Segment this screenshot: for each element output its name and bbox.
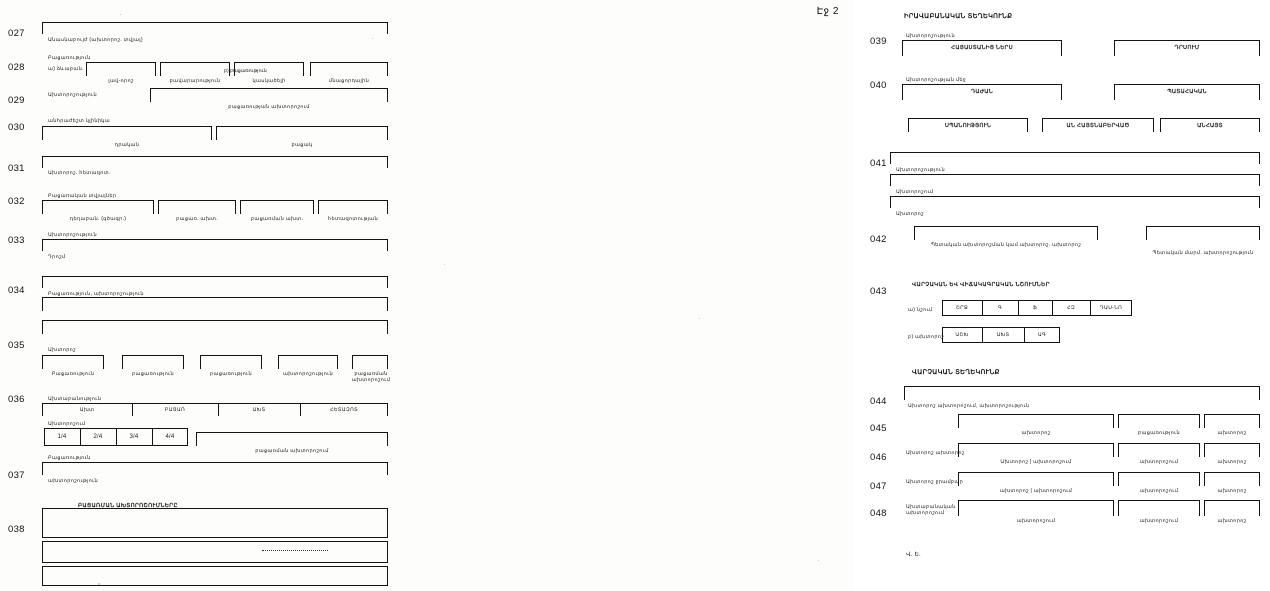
field-box-030-2[interactable]	[216, 126, 388, 140]
row-number-031: 031	[8, 163, 25, 174]
fraction-4-4: 4/4	[165, 434, 175, 440]
field-box-029[interactable]	[150, 88, 388, 102]
cell-label-032-3: բացառման ախտ.	[250, 216, 304, 222]
field-box-032-1[interactable]	[42, 200, 154, 214]
row-number-039: 039	[870, 36, 887, 47]
cell-label-035-1: Բացառություն	[51, 371, 95, 377]
cell-label-030-2: բացակ	[291, 142, 313, 148]
field-box-038-1[interactable]	[42, 508, 388, 538]
cell-label-040-5: ԱՆՀԱՅՏ	[1197, 123, 1223, 129]
cell-label-043-a2: Գ	[997, 305, 1003, 311]
field-box-034-3[interactable]	[42, 320, 388, 334]
cell-label-043-b3: ԱԳ	[1037, 332, 1047, 338]
cell-label-046-2: ախտորոշում	[1139, 459, 1179, 465]
cell-note-028: բ) բացառություն	[224, 69, 267, 74]
field-box-035-3[interactable]	[200, 355, 262, 369]
row-line-041-2: Ախտորոշ	[896, 211, 924, 217]
cell-label-043-b1: ԱՇԽ	[955, 332, 969, 338]
cell-label-039-2: ԴՐՍՈՒՄ	[1174, 45, 1200, 51]
row-label-030: անհրաժեշտ կլինիկա	[48, 118, 111, 124]
cell-label-036-2: ԲԱՑԱՌ	[164, 407, 186, 413]
field-box-032-3[interactable]	[240, 200, 314, 214]
right-column	[430, 0, 1254, 591]
field-box-046-3[interactable]	[1204, 443, 1260, 457]
cell-label-035-4: ախտորոշություն	[282, 371, 334, 377]
cell-label-036-4: ՀԵՏԱԶՈՏ	[329, 407, 358, 413]
cell-label-042-1: Պետական ախտորոշման կամ ախտորոշ. ախտորոշ	[930, 242, 1082, 248]
fraction-3-4: 3/4	[129, 434, 139, 440]
row-number-042: 042	[870, 234, 887, 245]
cell-label-045-2: բացառություն	[1137, 430, 1181, 436]
field-box-048-2[interactable]	[1118, 500, 1200, 516]
row-number-030: 030	[8, 122, 25, 133]
row-label-039: Ախտորոշություն	[906, 33, 955, 39]
cell-label-046-3: ախտորոշ	[1217, 459, 1247, 465]
field-box-035-4[interactable]	[278, 355, 338, 369]
dotted-rule	[262, 550, 328, 551]
field-box-034-2[interactable]	[42, 297, 388, 311]
cell-label-029: բացառության ախտորոշում	[228, 104, 310, 110]
field-box-045-2[interactable]	[1118, 414, 1200, 428]
row-sublabel-033: Դրոշմ	[48, 254, 66, 260]
row-sublabel2-036: Բացառություն	[48, 455, 91, 461]
row-number-041: 041	[870, 158, 887, 169]
field-box-028-1[interactable]	[86, 62, 156, 76]
row-label-033: Ախտորոշություն	[48, 232, 97, 238]
field-box-046-1[interactable]	[958, 443, 1114, 457]
row-number-027: 027	[8, 28, 25, 39]
cell-label-032-2: բացառ. ախտ.	[176, 216, 218, 222]
cell-label-040-4: ԱՆ ՀԱՅՏՆԱԲԵՐՎԱԾ	[1066, 123, 1130, 129]
cell-label-043-a1: ՇՐՋ	[955, 305, 969, 311]
row-label-048: Ախտաբանական ախտորոշում	[906, 504, 956, 516]
field-box-035-1[interactable]	[42, 355, 104, 369]
field-box-041-3[interactable]	[890, 196, 1260, 208]
field-box-027[interactable]	[42, 22, 388, 34]
field-box-037[interactable]	[42, 462, 388, 475]
right-subsection-043-title: ՎԱՐՉԱԿԱՆ ԵՎ ՎԻՃԱԿԱԳՐԱԿԱՆ ՆՇՈՒՄՆԵՐ	[912, 282, 1050, 288]
row-label-031: Ախտորոշ. հետազոտ.	[48, 170, 111, 176]
cell-label-036-3: ԱԽՏ	[252, 407, 266, 413]
row-number-044: 044	[870, 396, 887, 407]
footer-note: Վ. Ե.	[906, 552, 921, 558]
left-section-title: ԲԱՑԱՌՄԱՆ ԱԽՏՈՐՈՇՈՒՄՆԵՐԸ	[78, 503, 178, 509]
row-number-028: 028	[8, 62, 25, 73]
row-label-028: Բացառություն	[48, 55, 91, 61]
cell-label-040-3: ՍՊԱՆՈՒԹՅՈՒՆ	[944, 123, 992, 129]
row-label-043-b: բ) ախտորոշ	[908, 334, 945, 340]
row-sublabel-036: Ախտորոշում	[48, 421, 86, 427]
right-section1-title: ԻՐԱՎԱԲԱՆԱԿԱՆ ՏԵՂԵԿՈՒՆՔ	[904, 13, 1013, 20]
cell-label-032-1: դեղաբան. (գծագր.)	[69, 216, 127, 222]
row-number-035: 035	[8, 340, 25, 351]
row-number-033: 033	[8, 235, 25, 246]
field-box-034-1[interactable]	[42, 276, 388, 288]
row-label-035: Ախտորոշ	[48, 347, 76, 353]
cell-label-036-1: Ախտ	[79, 407, 95, 413]
field-box-028-2[interactable]	[160, 62, 230, 76]
row-number-038: 038	[8, 524, 25, 535]
cell-label-028-1: լավ-որոշ	[108, 78, 134, 84]
cell-label-040-1: ԴԱԺԱՆ	[970, 89, 994, 95]
cell-label-048-1: ախտորոշում	[1016, 518, 1056, 524]
row-label-029: Ախտորոշություն	[48, 92, 97, 98]
field-box-041-1[interactable]	[890, 152, 1260, 164]
cell-label-043-a4: ՀԶ	[1066, 305, 1076, 311]
cell-label-045-1: ախտորոշ	[1021, 430, 1051, 436]
row-number-043: 043	[870, 286, 887, 297]
cell-label-028-2: բավարարություն	[169, 78, 221, 84]
field-box-042-2[interactable]	[1146, 226, 1260, 240]
row-number-046: 046	[870, 452, 887, 463]
row-line-041-1: Ախտորոշում	[896, 189, 934, 195]
row-sublabel-028: ա) ձևաբան.	[48, 66, 84, 72]
row-number-047: 047	[870, 481, 887, 492]
cell-label-045-3: ախտորոշ	[1217, 430, 1247, 436]
cell-label-047-2: ախտորոշում	[1139, 488, 1179, 494]
field-box-047-2[interactable]	[1118, 472, 1200, 486]
field-box-033[interactable]	[42, 239, 388, 251]
cell-label-043-a3: Ֆ	[1032, 305, 1038, 311]
cell-label-043-a5: ԴԱՍ-ՆՈ	[1099, 305, 1123, 311]
right-section2-title: ՎԱՐՉԱԿԱՆ ՏԵՂԵԿՈՒՆՔ	[912, 369, 1000, 376]
row-number-037: 037	[8, 470, 25, 481]
field-box-047-1[interactable]	[958, 472, 1114, 486]
cell-label-040-2: ՊԱՏԱՀԱԿԱՆ	[1167, 89, 1207, 95]
row-label-037: ախտորոշություն	[48, 478, 99, 484]
cell-label-048-2: ախտորոշում	[1139, 518, 1179, 524]
field-box-047-3[interactable]	[1204, 472, 1260, 486]
page-number: Էջ 2	[816, 6, 839, 17]
fraction-2-4: 2/4	[93, 434, 103, 440]
field-box-035-2[interactable]	[122, 355, 184, 369]
field-box-031[interactable]	[42, 156, 388, 168]
field-box-032-2[interactable]	[158, 200, 236, 214]
field-box-042-1[interactable]	[914, 226, 1098, 240]
cell-label-028-4: մնացորդային	[328, 78, 370, 84]
field-box-036-note[interactable]	[196, 432, 388, 446]
row-label-032: Բացառական տվյալներ	[48, 193, 117, 199]
cell-label-039-1: ՀԱՅԱՍՏԱՆԻՑ ՆԵՐՍ	[951, 45, 1013, 51]
cell-label-042-2: Պետական մարմ. ախտորոշություն	[1152, 250, 1254, 256]
cell-label-048-3: ախտորոշ	[1217, 518, 1247, 524]
row-number-048: 048	[870, 508, 887, 519]
row-label-046: Ախտորոշ ախտորոշ	[906, 450, 965, 456]
field-box-045-1[interactable]	[958, 414, 1114, 428]
field-box-048-1[interactable]	[958, 500, 1114, 516]
cell-label-047-1: ախտորոշ | ախտորոշում	[999, 488, 1073, 494]
field-box-032-4[interactable]	[318, 200, 388, 214]
cell-label-047-3: ախտորոշ	[1217, 488, 1247, 494]
field-box-041-2[interactable]	[890, 174, 1260, 186]
cell-label-030-1: դրական	[114, 142, 140, 148]
field-box-048-3[interactable]	[1204, 500, 1260, 516]
field-box-035-5[interactable]	[352, 355, 388, 369]
field-box-030-1[interactable]	[42, 126, 212, 140]
cell-label-035-5: բացառման ախտորոշում	[351, 371, 391, 383]
row-label-047: Ախտորոշ ջրամբար	[906, 479, 964, 485]
row-label-043-a: ա) նշում	[908, 307, 933, 313]
field-box-038-3[interactable]	[42, 566, 388, 586]
field-box-038-2[interactable]	[42, 541, 388, 563]
row-number-034: 034	[8, 285, 25, 296]
row-number-029: 029	[8, 95, 25, 106]
row-label-034: Բացառություն, ախտորոշություն	[48, 291, 144, 297]
row-label-036: Ախտաբանություն	[48, 396, 102, 402]
cell-label-035-3: բացառություն	[209, 371, 253, 377]
cell-label-028-3: կասկածելի	[252, 78, 286, 84]
row-number-040: 040	[870, 80, 887, 91]
cell-label-043-b2: ԱԽՏ	[996, 332, 1010, 338]
field-box-028-4[interactable]	[310, 62, 388, 76]
row-number-045: 045	[870, 423, 887, 434]
cell-label-035-2: բացառություն	[131, 371, 175, 377]
row-note-044: Ախտորոշ ախտորոշում, ախտորոշություն	[908, 403, 1030, 409]
left-column	[0, 0, 430, 591]
cell-label-046-1: Ախտորոշ | ախտորոշում	[1000, 459, 1072, 465]
cell-label-036-note: բացառման ախտորոշում	[255, 448, 329, 454]
row-number-036: 036	[8, 394, 25, 405]
row-label-041: Ախտորոշություն	[896, 167, 945, 173]
fraction-1-4: 1/4	[57, 434, 67, 440]
row-number-032: 032	[8, 196, 25, 207]
field-box-045-3[interactable]	[1204, 414, 1260, 428]
field-box-046-2[interactable]	[1118, 443, 1200, 457]
row-label-040: Ախտորոշության մեջ	[906, 77, 967, 83]
cell-label-032-4: հետազոտության	[327, 216, 379, 222]
field-box-044[interactable]	[904, 386, 1260, 400]
row-label-027: Անասնաբույժ (ախտորոշ. տվյալ)	[48, 37, 143, 43]
